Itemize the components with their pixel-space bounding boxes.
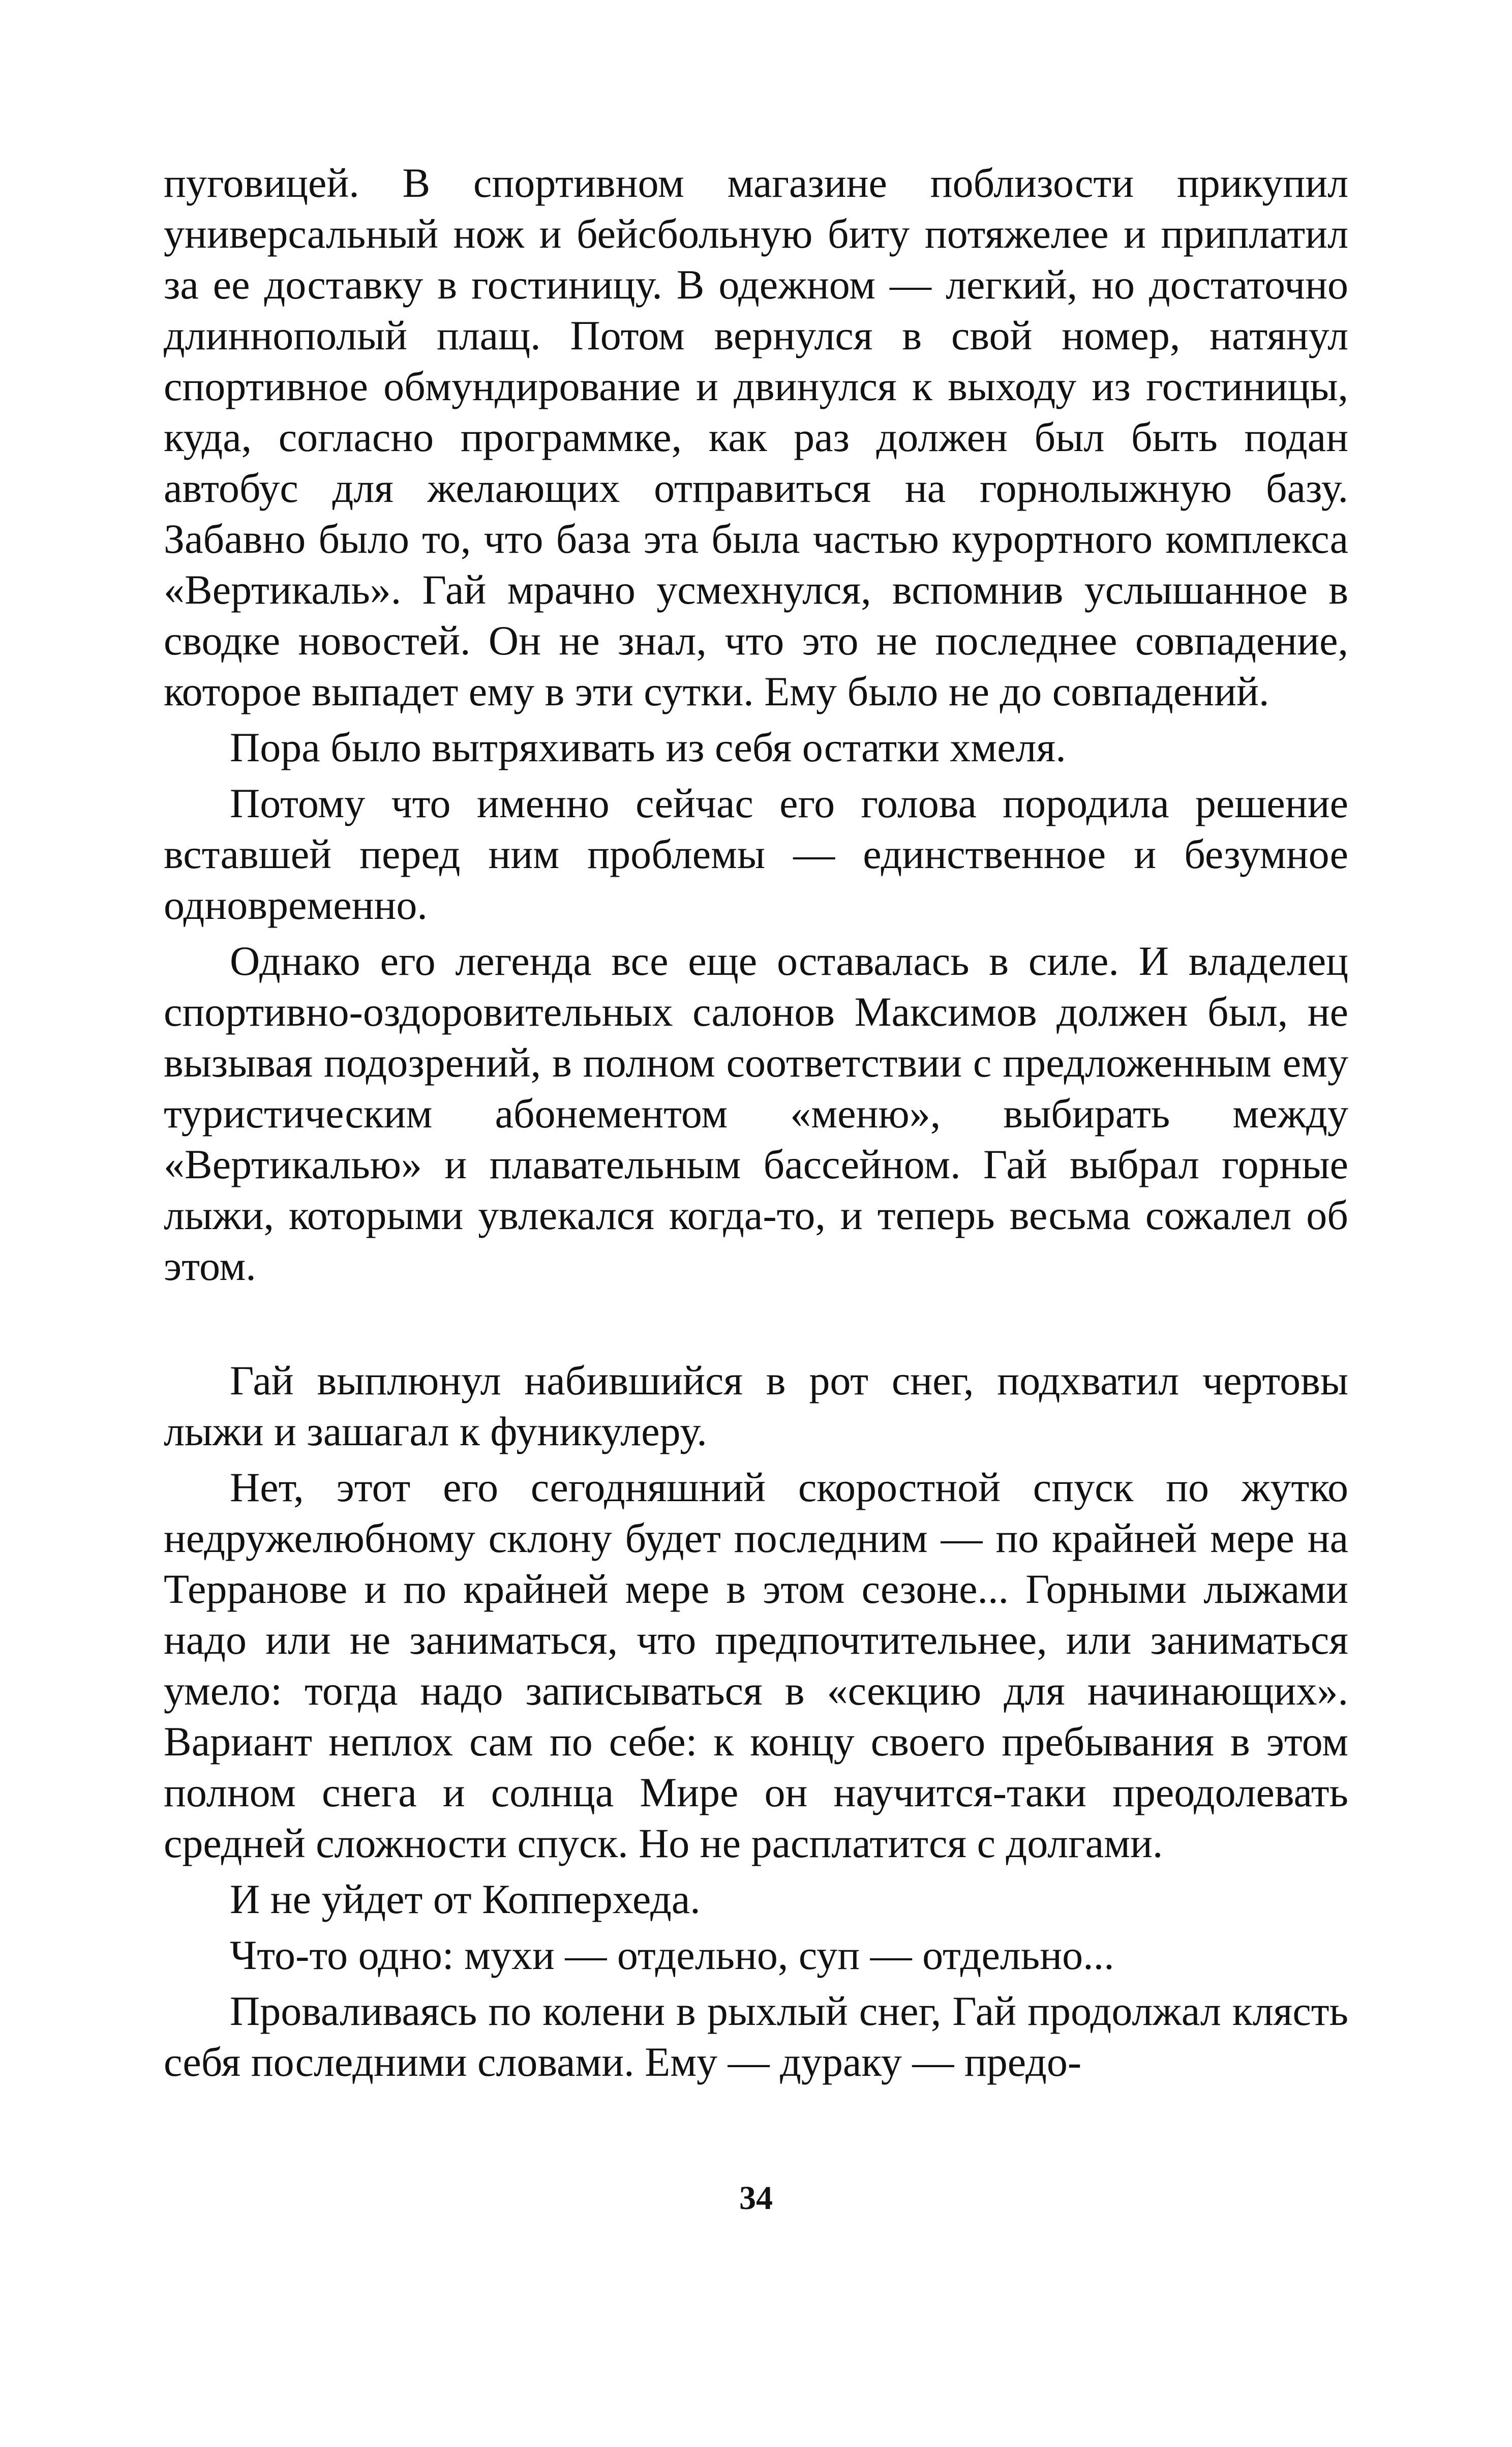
paragraph: Нет, этот его сегодняшний скоростной спуск по жутко недружелюбному склону будет последним — по крайней мере на Терранове и по крайней мере в этом сезоне... Горными лыжами надо или не заниматься, что предпочтительнее, или заниматься умело: тогда надо записываться в «секцию для начинающих». Вариант неплох сам по себе: к концу своего пребывания в этом полном снега и солнца Мире он научится-таки преодолевать средней сложности спуск. Но не расплатится с долгами. <box>164 1464 1348 1866</box>
paragraph: Пора было вытряхивать из себя остатки хмеля. <box>230 724 1066 770</box>
paragraph: Потому что именно сейчас его голова породила решение вставшей перед ним проблемы — единственное и безумное одновременно. <box>164 780 1348 928</box>
paragraph: Что-то одно: мухи — отдельно, суп — отдельно... <box>230 1932 1114 1978</box>
page-number: 34 <box>739 2180 773 2217</box>
paragraph: Однако его легенда все еще оставалась в силе. И владелец спортивно-оздоровительных салонов Максимов должен был, не вызывая подозрений, в полном соответствии с предложенным ему туристическим абонементом «меню», выбирать между «Вертикалью» и плавательным бассейном. Гай выбрал горные лыжи, которыми увлекался когда-то, и теперь весьма сожалел об этом. <box>164 938 1348 1289</box>
page-text <box>164 158 1348 2093</box>
paragraph: Проваливаясь по колени в рыхлый снег, Гай продолжал клясть себя последними словами. Ему — дураку — предо- <box>164 1988 1348 2085</box>
section-break <box>164 1297 1348 1355</box>
paragraph-continuation: пуговицей. В спортивном магазине поблизости прикупил универсальный нож и бейсбольную биту потяжелее и приплатил за ее доставку в гостиницу. В одежном — легкий, но достаточно длиннополый плащ. Потом вернулся в свой номер, натянул спортивное обмундирование и двинулся к выходу из гостиницы, куда, согласно программке, как раз должен был быть подан автобус для желающих отправиться на горнолыжную базу. Забавно было то, что база эта была частью курортного комплекса «Вертикаль». Гай мрачно усмехнулся, вспомнив услышанное в сводке новостей. Он не знал, что это не последнее совпадение, которое выпадет ему в эти сутки. Ему было не до совпадений. <box>164 160 1348 714</box>
paragraph: И не уйдет от Копперхеда. <box>230 1876 701 1922</box>
paragraph: Гай выплюнул набившийся в рот снег, подхватил чертовы лыжи и зашагал к фуникулеру. <box>164 1357 1348 1454</box>
